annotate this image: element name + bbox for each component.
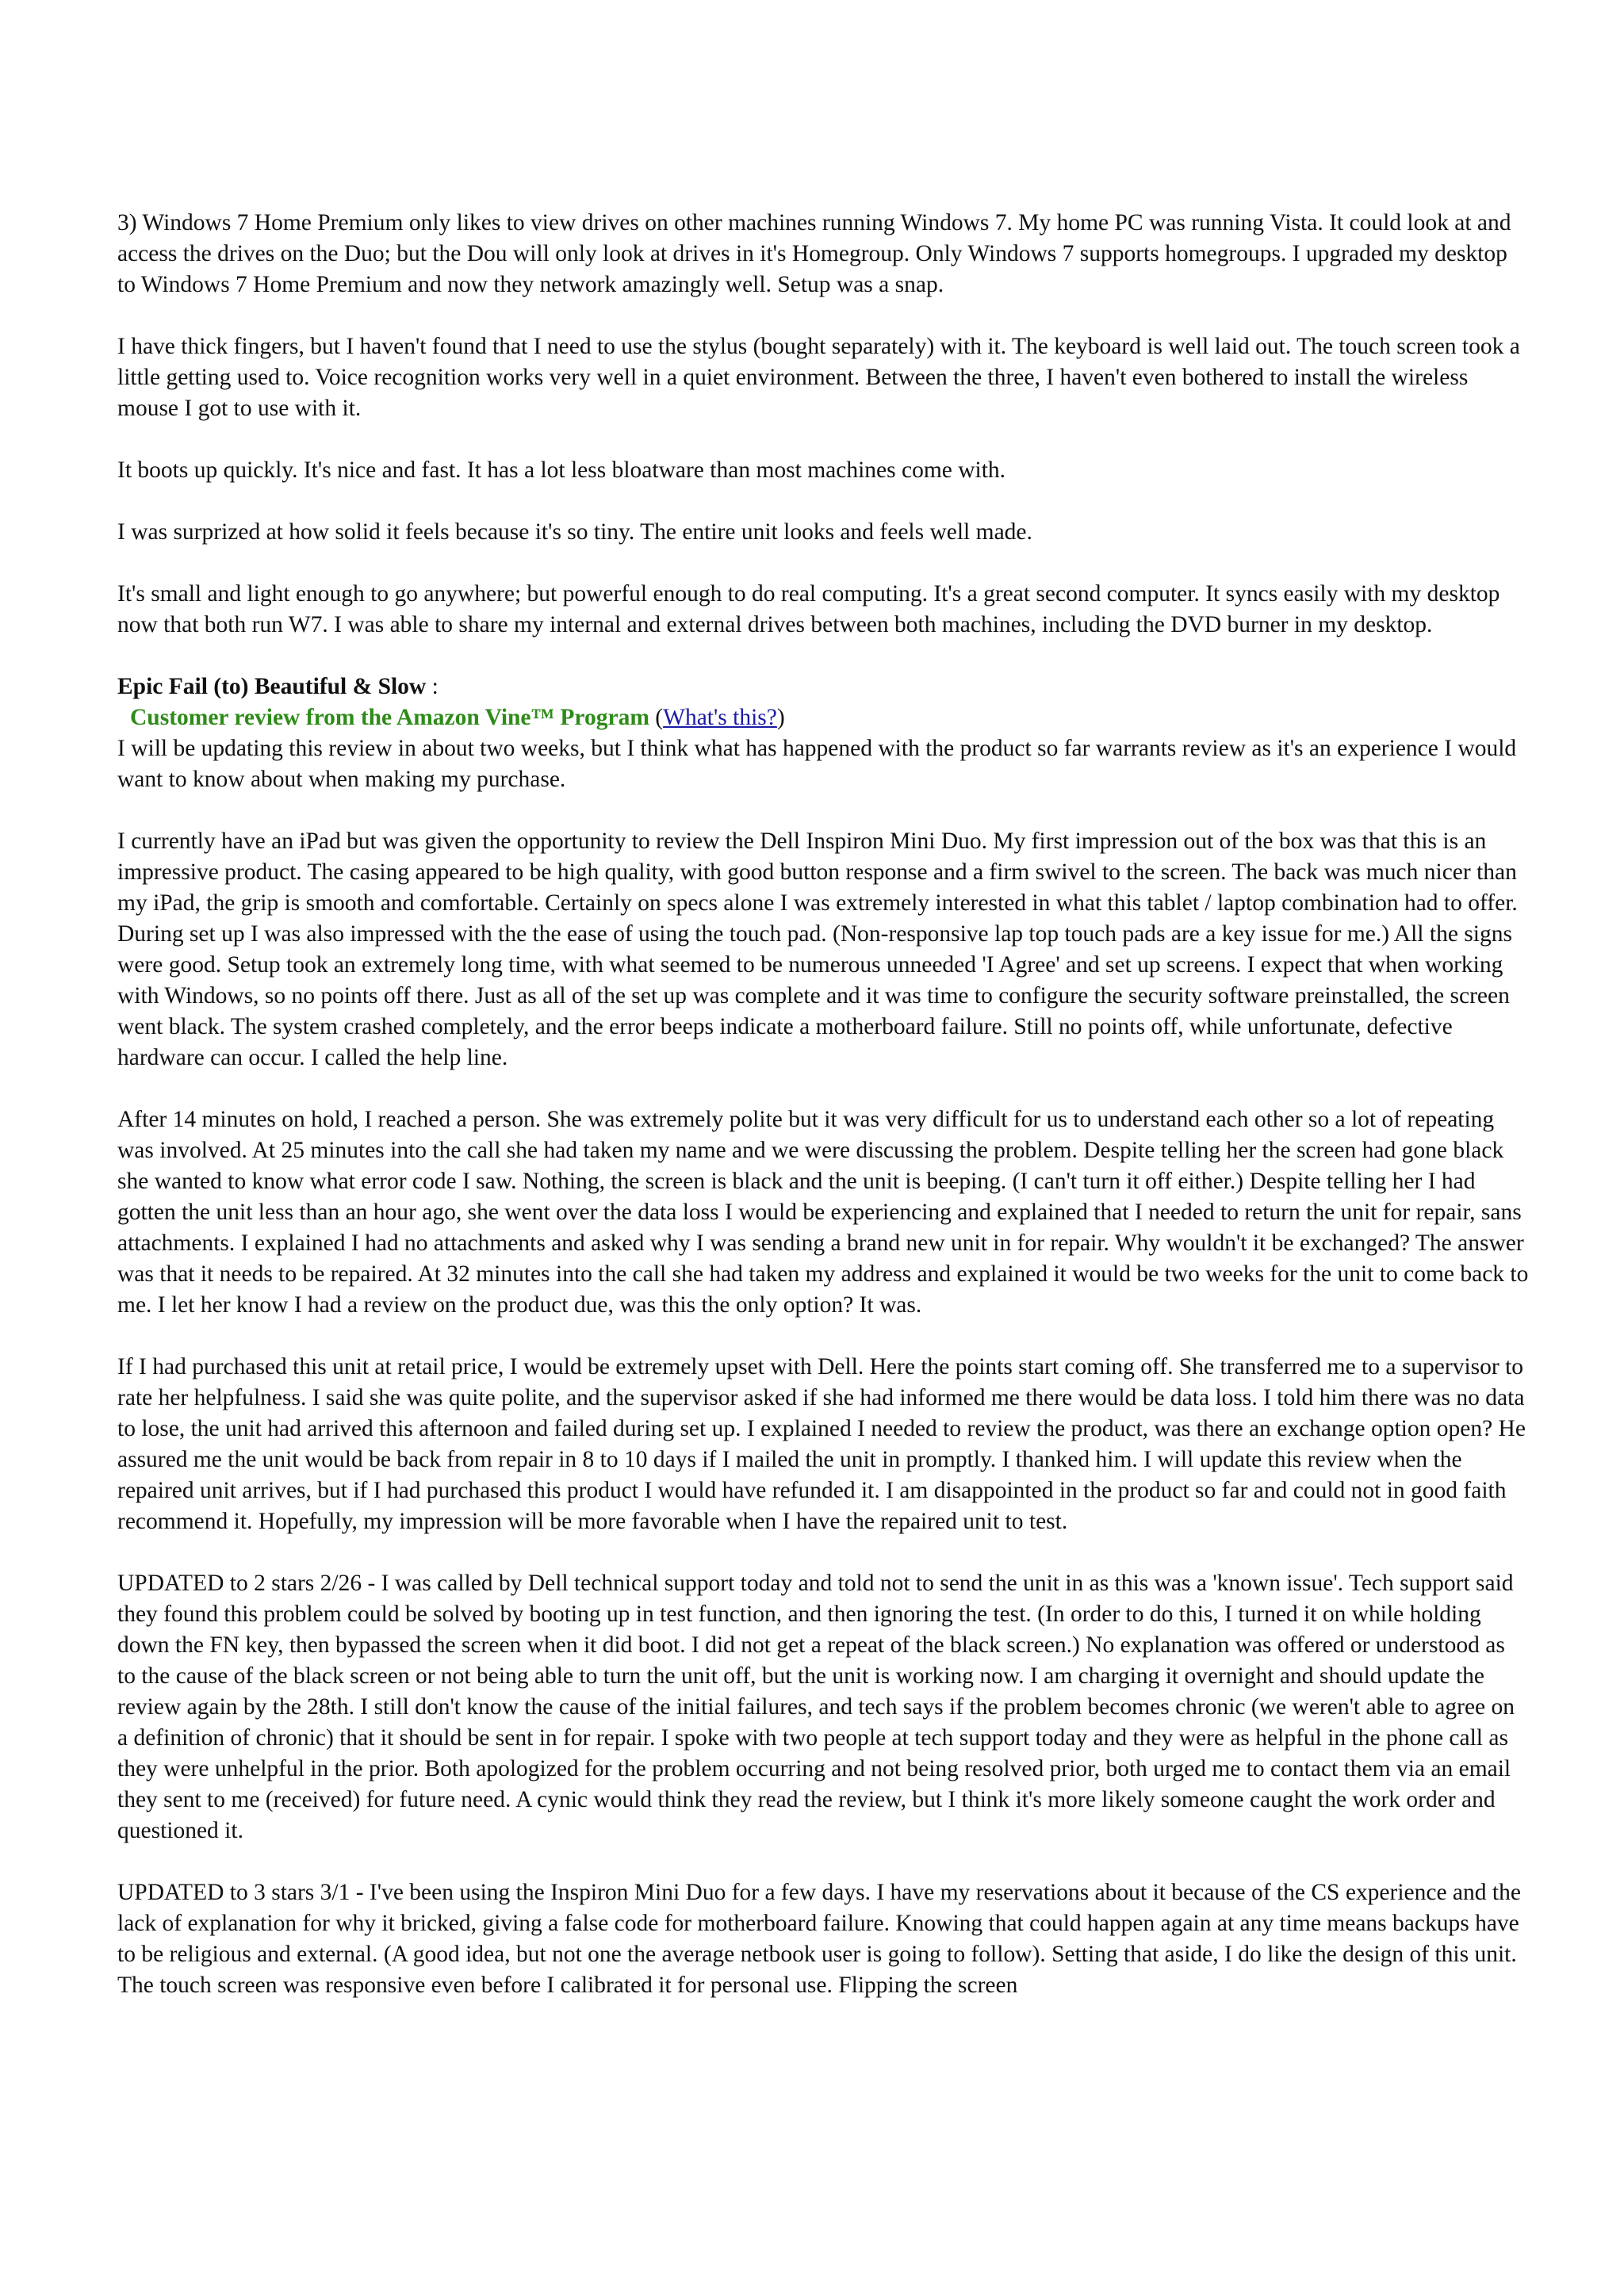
review-title: Epic Fail (to) Beautiful & Slow <box>117 674 427 699</box>
review-title-suffix: : <box>426 674 439 699</box>
review-paragraph-1: I will be updating this review in about two weeks, but I think what has happened with the product so far warrants review as it's an experience I would want to know about when making my purchase. <box>117 736 1517 792</box>
vine-program-line <box>117 702 1529 733</box>
review-body <box>117 733 1529 2001</box>
review-paragraph-6: UPDATED to 3 stars 3/1 - I've been using the Inspiron Mini Duo for a few days. I have my reservations about it because of the CS experience and the lack of explanation for why it bricked, giving a false code for motherboard failure. Knowing that could happen again at any time means backups have to be religious and external. (A good idea, but not one the average netbook user is going to follow). Setting that aside, I do like the design of this unit. The touch screen was responsive even before I calibrated it for personal use. Flipping the screen <box>117 1880 1521 1998</box>
review-heading <box>117 672 1529 702</box>
review-paragraph-3: After 14 minutes on hold, I reached a person. She was extremely polite but it was very difficult for us to understand each other so a lot of repeating was involved. At 25 minutes into the call she had taken my name and we were discussing the problem. Despite telling her the screen had gone black she wanted to know what error code I saw. Nothing, the screen is black and the unit is beeping. (I can't turn it off either.) Despite telling her I had gotten the unit less than an hour ago, she went over the data loss I would be experiencing and explained that I needed to return the unit for repair, sans attachments. I explained I had no attachments and asked why I was sending a brand new unit in for repair. Why wouldn't it be exchanged? The answer was that it needs to be repaired. At 32 minutes into the call she had taken my address and explained it would be two weeks for the unit to come back to me. I let her know I had a review on the product due, was this the only option? It was. <box>117 1107 1529 1318</box>
review-paragraph-2: I currently have an iPad but was given the opportunity to review the Dell Inspiron Mini Duo. My first impression out of the box was that this is an impressive product. The casing appeared to be high quality, with good button response and a firm swivel to the screen. The back was much nicer than my iPad, the grip is smooth and comfortable. Certainly on specs alone I was extremely interested in what this tablet / laptop combination had to offer. During set up I was also impressed with the the ease of using the touch pad. (Non-responsive lap top touch pads are a key issue for me.) All the signs were good. Setup took an extremely long time, with what seemed to be numerous unneeded 'I Agree' and set up screens. I expect that when working with Windows, so no points off there. Just as all of the set up was complete and it was time to configure the security software preinstalled, the screen went black. The system crashed completely, and the error beeps indicate a motherboard failure. Still no points off, while unfortunate, defective hardware can occur. I called the help line. <box>117 828 1518 1070</box>
review-paragraph-4: If I had purchased this unit at retail price, I would be extremely upset with Dell. Here the points start coming off. She transferred me to a supervisor to rate her helpfulness. I said she was quite polite, and the supervisor asked if she had informed me there would be data loss. I told him there was no data to lose, the unit had arrived this afternoon and failed during set up. I explained I needed to review the product, was there an exchange option open? He assured me the unit would be back from repair in 8 to 10 days if I mailed the unit in promptly. I thanked him. I will update this review when the repaired unit arrives, but if I had purchased this product I would have refunded it. I am disappointed in the product so far and could not in good faith recommend it. Hopefully, my impression will be more favorable when I have the repaired unit to test. <box>117 1354 1526 1534</box>
vine-program-label: Customer review from the Amazon Vine™ Program <box>130 705 649 730</box>
intro-paragraph-1: 3) Windows 7 Home Premium only likes to view drives on other machines running Windows 7. My home PC was running Vista. It could look at and access the drives on the Duo; but the Dou will only look at drives in it's Homegroup. Only Windows 7 supports homegroups. I upgraded my desktop to Windows 7 Home Premium and now they network amazingly well. Setup was a snap. <box>117 210 1511 297</box>
whats-this-link[interactable]: What's this? <box>663 705 777 730</box>
document-page <box>117 208 1529 2001</box>
intro-paragraph-4: I was surprized at how solid it feels because it's so tiny. The entire unit looks and feels well made. <box>117 519 1032 545</box>
review-block <box>117 672 1529 2001</box>
intro-paragraph-2: I have thick fingers, but I haven't found that I need to use the stylus (bought separately) with it. The keyboard is well laid out. The touch screen took a little getting used to. Voice recognition works very well in a quiet environment. Between the three, I haven't even bothered to install the wireless mouse I got to use with it. <box>117 334 1520 421</box>
vine-open-paren: ( <box>649 705 664 730</box>
intro-paragraph-5: It's small and light enough to go anywhere; but powerful enough to do real computing. It's a great second computer. It syncs easily with my desktop now that both run W7. I was able to share my internal and external drives between both machines, including the DVD burner in my desktop. <box>117 581 1500 637</box>
vine-close-paren: ) <box>776 705 785 730</box>
review-paragraph-5: UPDATED to 2 stars 2/26 - I was called by Dell technical support today and told not to send the unit in as this was a 'known issue'. Tech support said they found this problem could be solved by booting up in test function, and then ignoring the test. (In order to do this, I turned it on while holding down the FN key, then bypassed the screen when it did boot. I did not get a repeat of the black screen.) No explanation was offered or understood as to the cause of the black screen or not being able to turn the unit off, but the unit is working now. I am charging it overnight and should update the review again by the 28th. I still don't know the cause of the initial failures, and tech says if the problem becomes chronic (we weren't able to agree on a definition of chronic) that it should be sent in for repair. I spoke with two people at tech support today and they were as helpful in the phone call as they were unhelpful in the prior. Both apologized for the problem occurring and not being resolved prior, both urged me to contact them via an email they sent to me (received) for future need. A cynic would think they read the review, but I think it's more likely someone caught the work order and questioned it. <box>117 1571 1515 1843</box>
intro-paragraph-3: It boots up quickly. It's nice and fast. It has a lot less bloatware than most machines come with. <box>117 457 1006 483</box>
